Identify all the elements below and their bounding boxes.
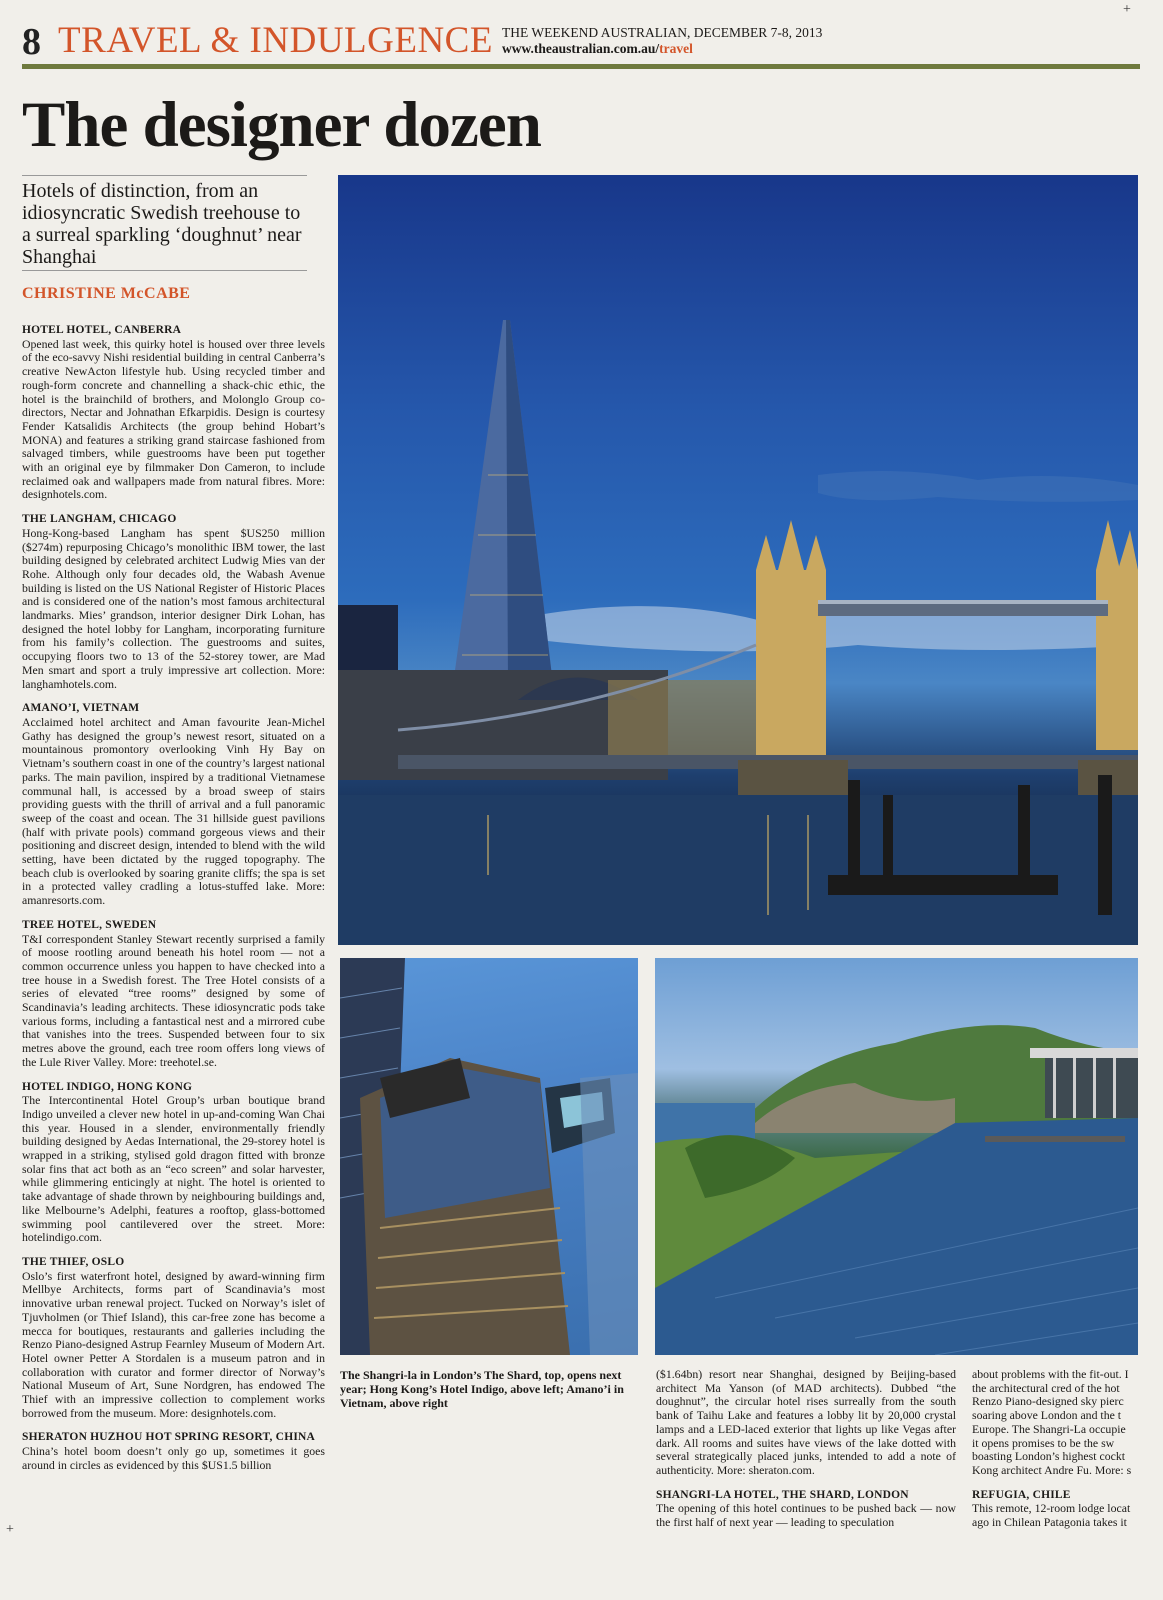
hotel-name: AMANO’I, VIETNAM [22,702,140,715]
indigo-illustration [340,958,638,1355]
publication-date: THE WEEKEND AUSTRALIAN, DECEMBER 7-8, 2013 [502,25,823,40]
registration-mark-icon: + [1123,2,1131,17]
hotel-name: REFUGIA, CHILE [972,1488,1071,1501]
hotel-entry [22,1431,325,1472]
body-column-middle [656,1368,956,1568]
masthead-rule [22,64,1140,69]
hotel-body: Opened last week, this quirky hotel is housed over three levels of the eco-savvy Nishi residential building in central Canberra’s creative NewActon lifestyle hub. Using recycled timber and rough-form concrete and channelling a shack-chic ethic, the hotel is the brainchild of brothers, and Molonglo Group co-directors, Nectar and Johnathan Efkarpidis. Design is courtesy Fender Katsalidis Architects (the group behind Hobart’s MONA) and features a striking grand staircase fashioned from salvaged timbers, while guestrooms have been put together with an original eye by filmmaker Don Cameron, to include reclaimed oak and wallpapers made from natural fibres. More: designhotels.com. [22,336,325,502]
hotel-entry [22,919,325,1070]
deck-rule-bottom [22,270,307,271]
hotel-body: China’s hotel boom doesn’t only go up, sometimes it goes around in circles as evidenced by this $US1.5 billion [22,1444,325,1472]
col3-line: soaring above London and the t [972,1408,1122,1423]
col3-line: Europe. The Shangri-La occupie [972,1421,1126,1436]
col3-line: ago in Chilean Patagonia takes it [972,1515,1127,1530]
hotel-entry [22,1256,325,1420]
hotel-body: Oslo’s first waterfront hotel, designed by award-winning firm Mellbye Architects, forms part of Scandinavia’s most innovative urban renewal project. Tucked on Norway’s islet of Tjuvholmen (or Thief Island), this car-free zone has become a mecca for boutiques, restaurants and galleries including the Renzo Piano-designed Astrup Fearnley Museum of Modern Art. Hotel owner Petter A Stordalen is a museum patron and in collaboration with curator and former director of Norway’s National Museum of Art, Sune Nordgren, has endowed The Thief with an impressive collection to complement works borrowed from the museum. More: designhotels.com. [22,1268,325,1420]
section-title: TRAVEL & INDULGENCE [58,20,493,61]
url-base: www.theaustralian.com.au/ [502,41,660,56]
hotel-name: TREE HOTEL, SWEDEN [22,918,157,931]
col3-line: Kong architect Andre Fu. More: s [972,1462,1132,1477]
col3-line: boasting London’s highest cockt [972,1449,1126,1464]
body-column-right [972,1368,1138,1568]
deck-rule-top [22,175,307,176]
col3-line: Renzo Piano-designed sky pierc [972,1394,1124,1409]
hotel-body: Acclaimed hotel architect and Aman favourite Jean-Michel Gathy has designed the group’s newest resort, situated on a mountainous promontory overlooking Vinh Hy Bay on Vietnam’s southern coast in one of the country’s largest national parks. The main pavilion, inspired by a traditional Vietnamese communal hall, is accessed by a broad sweep of stairs providing guests with the thrill of arrival and a full panoramic sweep of the coast and ocean. The 31 hillside guest pavilions (half with private pools) command gorgeous views and their positioning and discreet design, intended to blend with the wild setting, have been dictated by the rugged topography. The beach club is overlooked by soaring granite cliffs; the spa is set in a protected valley cradling a lotus-stuffed lake. More: amanresorts.com. [22,714,325,908]
hotel-name: THE LANGHAM, CHICAGO [22,513,177,526]
hotel-name: SHERATON HUZHOU HOT SPRING RESORT, CHINA [22,1431,316,1444]
col3-line: about problems with the fit-out. I [972,1368,1129,1381]
photo-amanoi [655,958,1138,1355]
hotel-body: The opening of this hotel continues to be pushed back — now the first half of next year — leading to speculation [656,1501,956,1530]
photo-hotel-indigo [340,958,638,1355]
col3-line: the architectural cred of the hot [972,1380,1120,1395]
hotel-name: THE THIEF, OSLO [22,1256,125,1268]
col3-line: This remote, 12-room lodge locat [972,1501,1131,1516]
hotel-name: HOTEL HOTEL, CANBERRA [22,324,182,336]
registration-mark-icon: + [6,1522,14,1537]
publication-info [502,25,822,57]
byline: CHRISTINE McCABE [22,285,191,302]
photo-shard-tower-bridge [338,175,1138,945]
body-column-left [22,324,325,1564]
hotel-body: T&I correspondent Stanley Stewart recently surprised a family of moose rootling around beneath his hotel room — not a common occurrence unless you happen to have checked into a tree house in a Swedish forest. The Tree Hotel consists of a series of elevated “tree rooms” designed by some of Scandinavia’s leading architects. These idiosyncratic pods take various forms, including a fantastical nest and a mirrored cube that vanishes into the trees. Suspended between four to six metres above the ground, each tree room offers long views of the Lule River Valley. More: treehotel.se. [22,931,325,1069]
sheraton-continued: ($1.64bn) resort near Shanghai, designed by Beijing-based architect Ma Yanson (of MAD architects). Dubbed “the doughnut”, the circular hotel rises surreally from the south bank of Taihu Lake and features a lobby lit by 20,000 crystal lamps and a LED-laced exterior that lights up like Vegas after dark. All rooms and suites have views of the lake dotted with several strategically placed junks, intended to add a note of authenticity. More: sheraton.com. [656,1368,956,1477]
col3-line: it opens promises to be the sw [972,1435,1115,1450]
hotel-entry [22,702,325,908]
hotel-name: HOTEL INDIGO, HONG KONG [22,1080,193,1093]
hotel-entry [22,513,325,691]
publication-url[interactable] [502,41,822,57]
hotel-name: SHANGRI-LA HOTEL, THE SHARD, LONDON [656,1488,909,1501]
url-section: travel [659,41,693,56]
hotel-entry [22,324,325,502]
hotel-body: Hong-Kong-based Langham has spent $US250 million ($274m) repurposing Chicago’s monolithic IBM tower, the last building designed by celebrated architect Ludwig Mies van der Rohe. Although only four decades old, the Wabash Avenue building is listed on the US National Register of Historic Places and is considered one of the nation’s most famous architectural landmarks. Mies’ grandson, interior designer Dirk Lohan, has designed the hotel lobby for Langham, incorporating furniture from his family’s collection. The guestrooms and suites, occupying floors two to 13 of the 52-storey tower, are Mad Men smart and sport a truly impressive art collection. More: langhamhotels.com. [22,525,325,691]
page-number: 8 [22,21,41,63]
hotel-body: The Intercontinental Hotel Group’s urban boutique brand Indigo unveiled a clever new hotel in up-and-coming Wan Chai this year. Housed in a slender, environmentally friendly building designed by Aedas International, the 29-storey hotel is wrapped in a striking, stylised gold dragon fitted with bronze solar fins that act both as an “eco screen” and solar harvester, while glimmering enticingly at night. The hotel is oriented to take advantage of shade thrown by neighbouring buildings and, like Melbourne’s Adelphi, features a rooftop, glass-bottomed swimming pool cantilevered over the street. More: hotelindigo.com. [22,1093,325,1245]
headline: The designer dozen [22,89,541,161]
shard-illustration [338,175,1138,945]
photo-caption: The Shangri-la in London’s The Shard, top, opens next year; Hong Kong’s Hotel Indigo, above left; Amano’i in Vietnam, above right [340,1368,624,1410]
hotel-entry [22,1081,325,1245]
amanoi-illustration [655,958,1138,1355]
deck: Hotels of distinction, from an idiosyncratic Swedish treehouse to a surreal sparkling ‘doughnut’ near Shanghai [22,180,302,268]
masthead [22,14,1140,70]
